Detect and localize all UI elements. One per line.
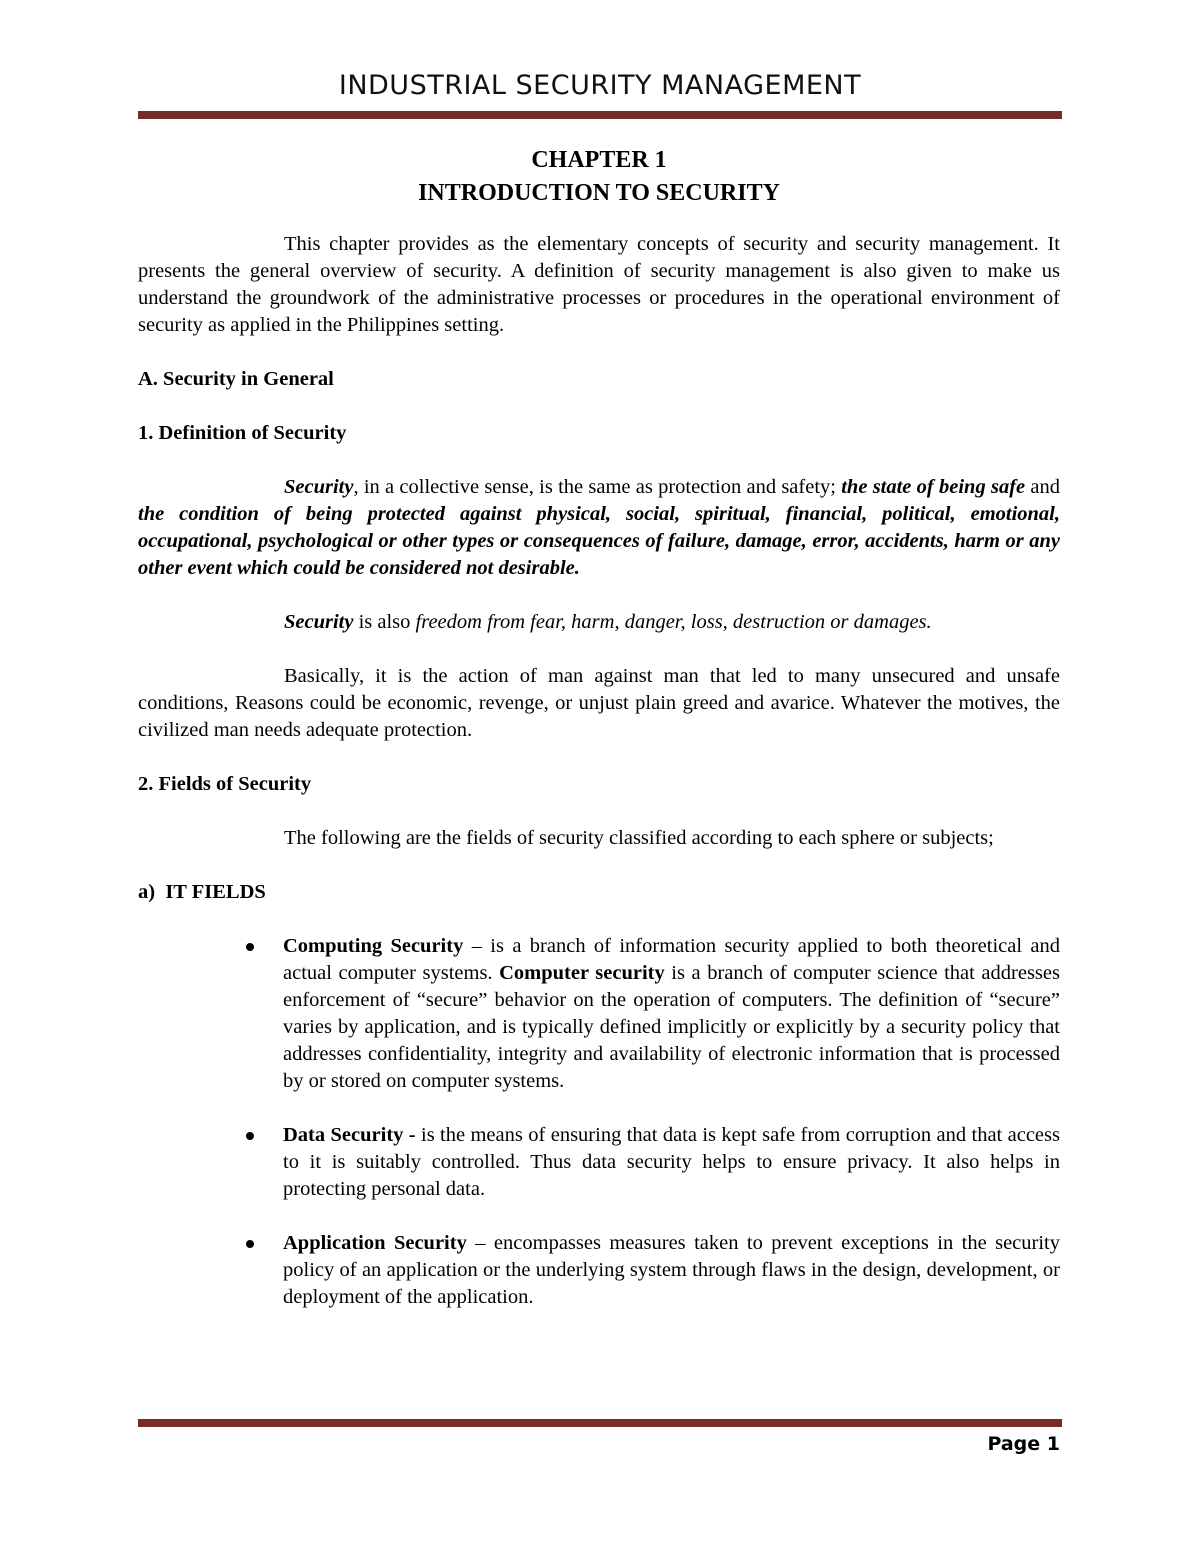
fields-intro: The following are the fields of security classified according to each sphere or subjects; [284,827,994,849]
page-body [138,144,1060,1311]
item-term: Computing Security [283,935,464,957]
definition-p2-text: is also [353,611,416,633]
security-term-2: Security [284,611,354,633]
definition-bold-1: the state of being safe [841,476,1026,498]
intro-paragraph: This chapter provides as the elementary concepts of security and security management. It presents the general overview of security. A definition of security management is also given to make us understand the groundwork of the administrative processes or procedures in the operational environment of security as applied in the Philippines setting. [138,233,1060,336]
bullet-icon [246,1132,254,1140]
bullet-icon [246,1240,254,1248]
definition-text-2: and [1025,476,1060,498]
chapter-number: CHAPTER 1 [531,147,667,173]
definition-text-1: , in a collective sense, is the same as protection and safety; [353,476,842,498]
fields-heading: 2. Fields of Security [138,773,312,795]
chapter-heading [138,144,1060,210]
list-item [138,1230,1060,1311]
item-text-2: is a branch of computer science that addresses enforcement of “secure” behavior on the operation of computers. The definition of “secure” varies by application, and is typically defined implicitly or explicitly by a security policy that addresses confidentiality, integrity and availability of electronic information that is processed by or stored on computer systems. [283,962,1060,1092]
definition-end: . [574,557,580,579]
section-a-heading: A. Security in General [138,368,334,390]
item-term-2: Computer security [499,962,665,984]
it-fields-heading: a) IT FIELDS [138,881,266,903]
item-text: – encompasses measures taken to prevent exceptions in the security policy of an application or the underlying system through flaws in the design, development, or deployment of the application. [283,1232,1060,1308]
definition-paragraph-1 [138,474,1060,582]
definition-paragraph-3: Basically, it is the action of man against man that led to many unsecured and unsafe conditions, Reasons could be economic, revenge, or unjust plain greed and avarice. Whatever the motives, the civilized man needs adequate protection. [138,665,1060,741]
item-text: – is a branch of information security applied to both theoretical and actual computer systems. [283,935,1060,984]
list-item [138,933,1060,1095]
definition-p2-italic: freedom from fear, harm, danger, loss, destruction or damages. [415,611,932,633]
it-fields-list [138,933,1060,1311]
bullet-icon [246,943,254,951]
header-rule [138,111,1062,119]
definition-bold-2: the condition of being protected against physical, social, spiritual, financial, political, emotional, occupational, psychological or other types or consequences of failure, damage, error, accidents, harm or any other event which could be considered not desirable [138,503,1060,579]
footer-rule [138,1419,1062,1427]
item-term: Data Security - [283,1124,416,1146]
page-number: Page 1 [987,1433,1060,1455]
item-text: is the means of ensuring that data is kept safe from corruption and that access to it is suitably controlled. Thus data security helps to ensure privacy. It also helps in protecting personal data. [283,1124,1060,1200]
list-item [138,1122,1060,1203]
definition-paragraph-2 [138,609,1060,636]
chapter-title: INTRODUCTION TO SECURITY [418,180,780,206]
security-term: Security [284,476,354,498]
item-term: Application Security [283,1232,467,1254]
definition-heading: 1. Definition of Security [138,422,347,444]
running-header: INDUSTRIAL SECURITY MANAGEMENT [338,70,862,101]
